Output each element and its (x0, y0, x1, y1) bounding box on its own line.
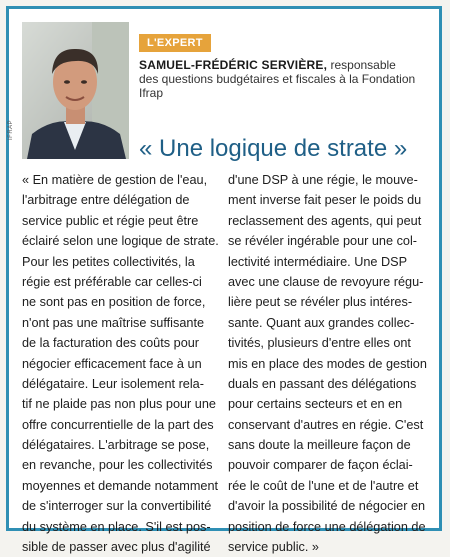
text-line: l'arbitrage entre délégation de (22, 193, 190, 208)
author-photo (22, 22, 129, 159)
text-line: avec une clause de revoyure régu- (228, 274, 424, 289)
text-line: tivités, plusieurs d'entre elles ont (228, 336, 411, 351)
author-portrait-image (22, 22, 129, 159)
text-line: éclairé selon une logique de strate. (22, 234, 219, 249)
text-line: position de force une délégation de (228, 519, 426, 534)
text-line: négocier efficacement face à un (22, 356, 202, 371)
text-line: lière peut se révéler plus intéres- (228, 295, 413, 310)
article-headline: « Une logique de strate » (139, 135, 408, 162)
text-line: se révéler ingérable pour une col- (228, 234, 418, 249)
text-line: ne sont pas en position de force, (22, 295, 206, 310)
text-line: délégataire. Leur isolement rela- (22, 376, 204, 391)
text-line: d'une DSP à une régie, le mouve- (228, 173, 418, 187)
text-line: tif ne plaide pas non plus pour une (22, 397, 216, 412)
photo-credit: IFRAP (8, 119, 14, 140)
text-line: duals en passant des délégations (228, 376, 417, 391)
text-line: « En matière de gestion de l'eau, (22, 173, 208, 187)
text-line: du système en place. S'il est pos- (22, 519, 211, 534)
text-line: sans doute la meilleure façon de (228, 438, 411, 453)
text-line: offre concurrentielle de la part des (22, 417, 214, 432)
text-line: rée le coût de l'une et de l'autre et (228, 478, 419, 493)
text-line: ment inverse fait peser le poids du (228, 193, 422, 208)
author-role-line1: responsable (327, 58, 396, 72)
text-line: régie est préférable car celles-ci (22, 274, 202, 289)
text-line: pour certains secteurs et en en (228, 397, 403, 412)
text-line: pouvoir comparer de façon éclai- (228, 458, 413, 473)
text-line: en revanche, pour les collectivités (22, 458, 213, 473)
text-line: reclassement des agents, qui peut (228, 213, 422, 228)
text-line: mis en place des modes de gestion (228, 356, 427, 371)
text-line: sante. Quant aux grandes collec- (228, 315, 415, 330)
author-name: SAMUEL-FRÉDÉRIC SERVIÈRE, (139, 58, 328, 72)
text-line: de la facturation des coûts pour (22, 336, 200, 351)
author-byline (139, 58, 429, 100)
author-role-line2: des questions budgétaires et fiscales à la Fondation Ifrap (139, 72, 416, 100)
text-line: délégataires. L'arbitrage se pose, (22, 438, 210, 453)
article-column-right (228, 170, 426, 557)
text-line: service public et régie peut être (22, 213, 199, 228)
text-line: service public. » (228, 540, 319, 555)
text-line: lectivité intermédiaire. Une DSP (228, 254, 408, 269)
text-line: moyennes et demande notamment (22, 478, 219, 493)
text-line: sible de passer avec plus d'agilité (22, 540, 211, 555)
section-badge: L'EXPERT (139, 34, 211, 52)
text-line: n'ont pas une maîtrise suffisante (22, 315, 205, 330)
text-line: de s'interroger sur la convertibilité (22, 499, 212, 514)
text-line: Pour les petites collectivités, la (22, 254, 195, 269)
text-line: d'avoir la possibilité de négocier en (228, 499, 426, 514)
text-line: conservant d'autres en régie. C'est (228, 417, 424, 432)
article-column-left (22, 170, 220, 557)
